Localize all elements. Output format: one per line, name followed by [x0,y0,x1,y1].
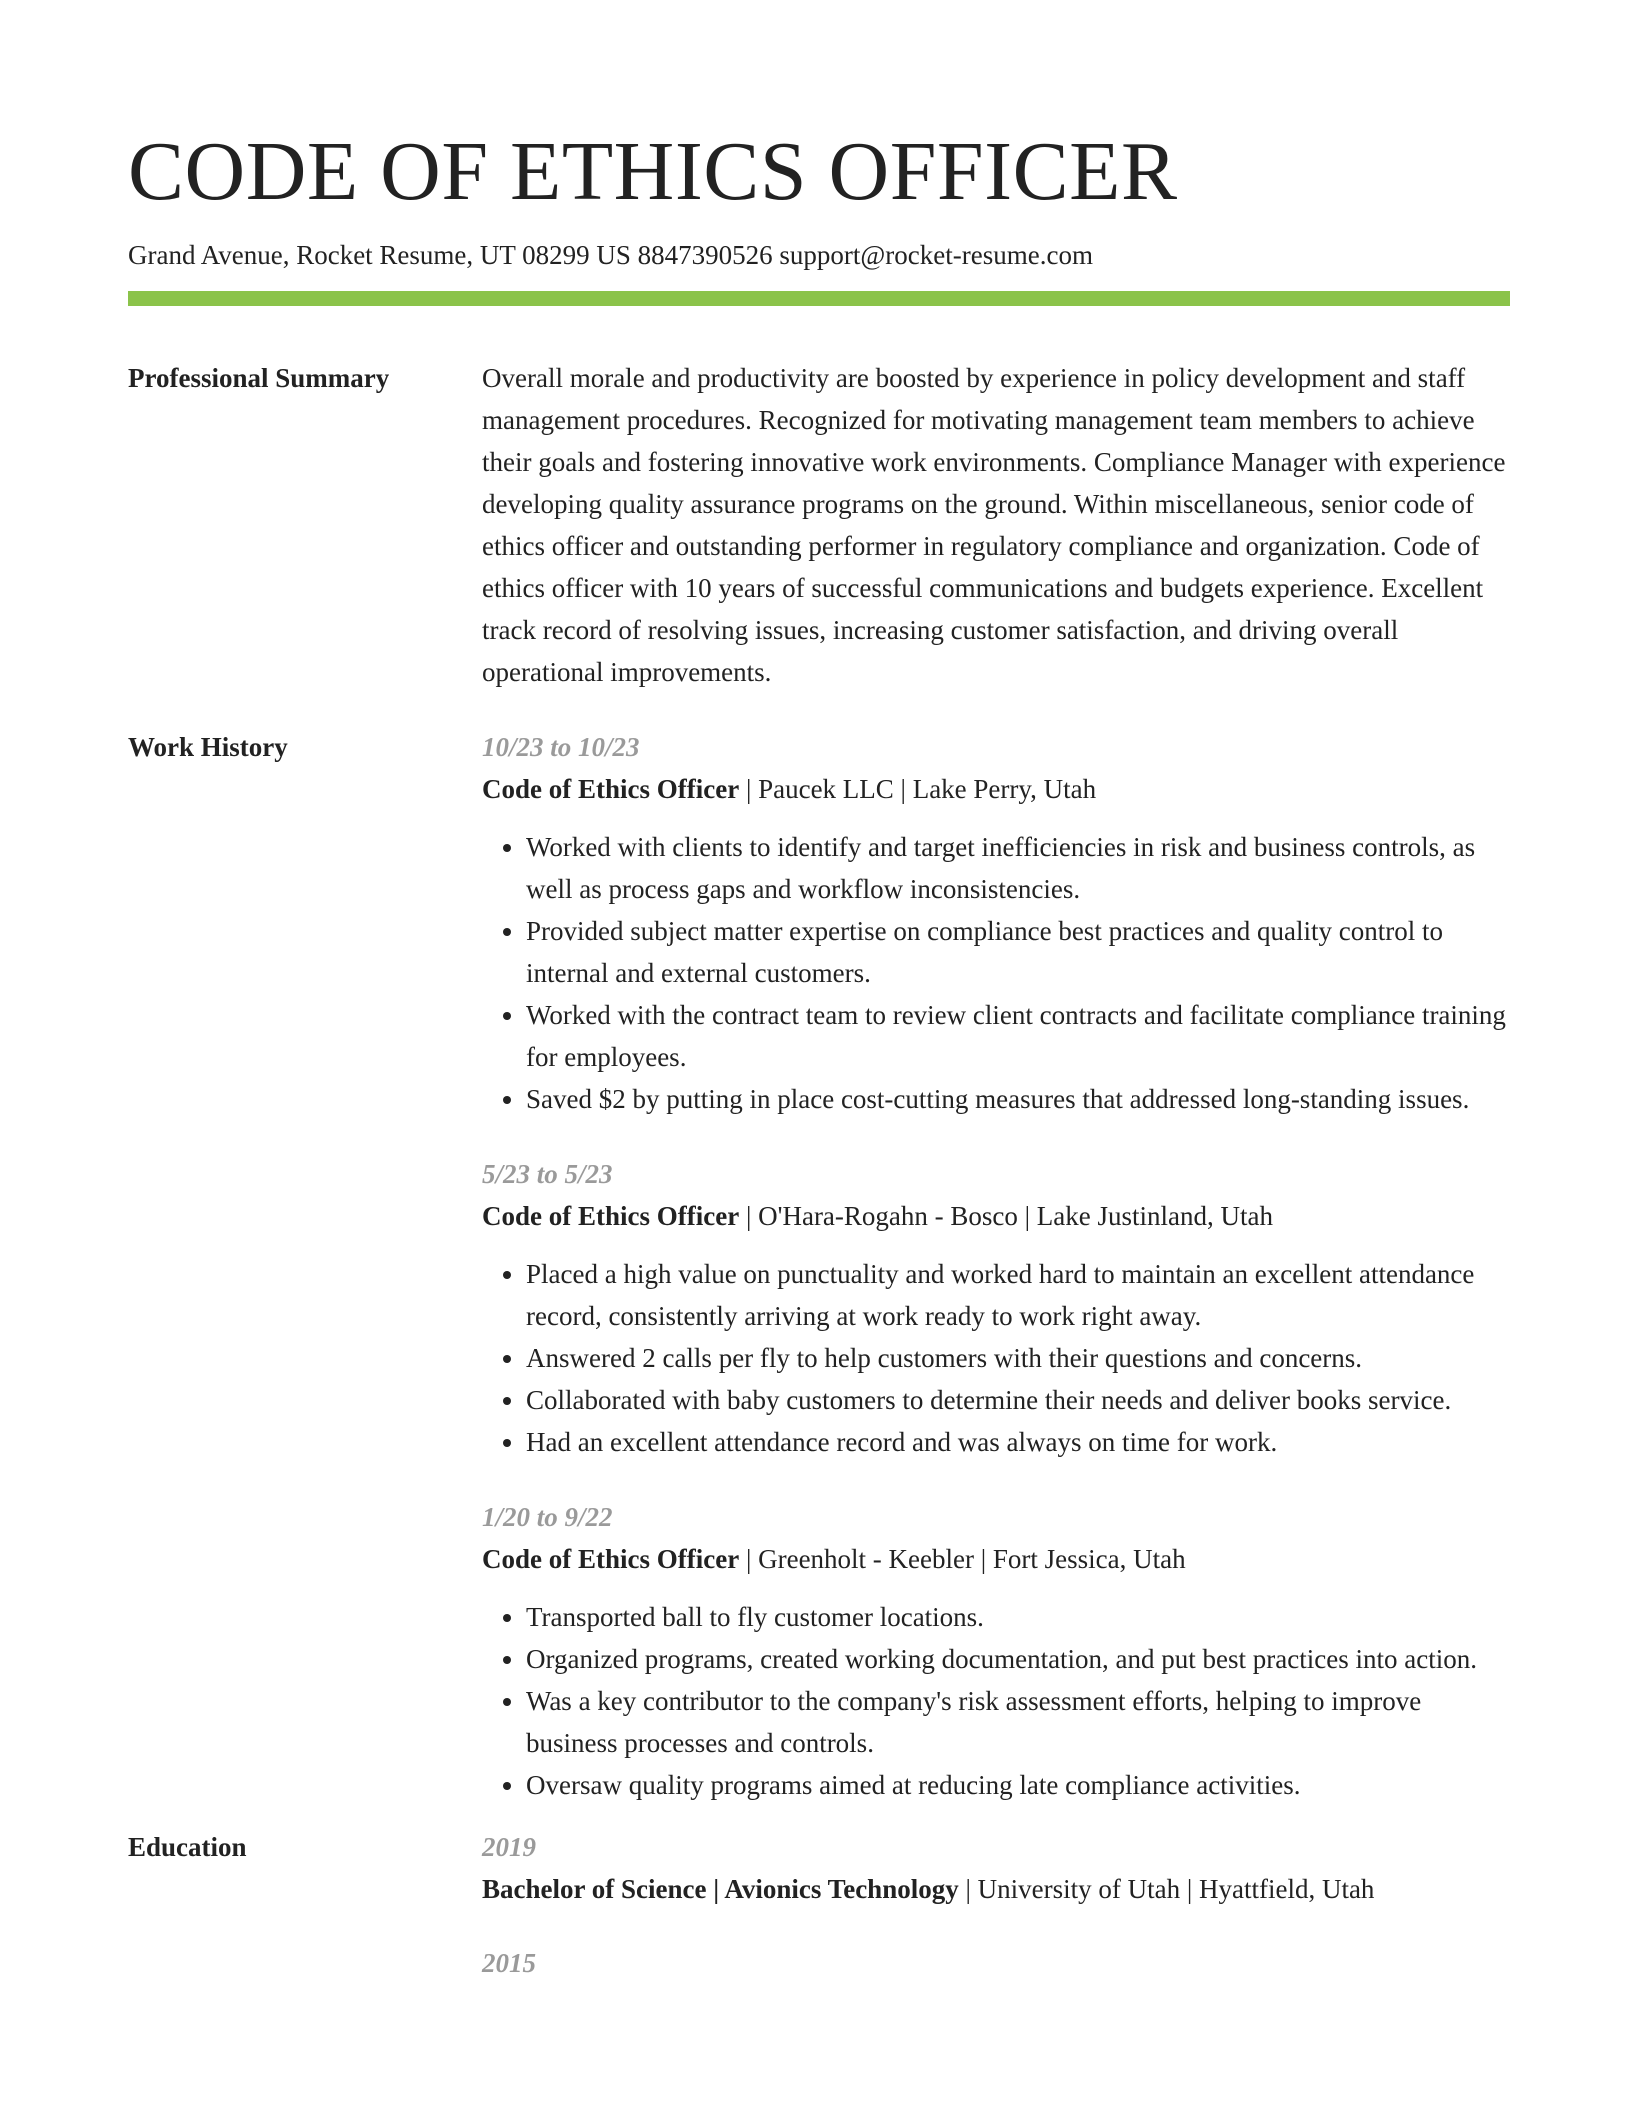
education-year: 2015 [482,1948,536,1978]
job-bullet: • Collaborated with baby customers to determine their needs and deliver books service. [526,1379,1510,1421]
job-role-line [482,768,1510,810]
job-company-location: | Greenholt - Keebler | Fort Jessica, Utah [739,1544,1186,1574]
education-degree-line [482,1868,1510,1910]
job-entry [482,1153,1510,1463]
job-role-line [482,1538,1510,1580]
job-bullet: • Transported ball to fly customer locations. [526,1596,1510,1638]
job-bullets [482,1253,1510,1463]
job-dates: 5/23 to 5/23 [482,1159,613,1189]
education-degree: Bachelor of Science | Avionics Technology [482,1874,959,1904]
contact-line: Grand Avenue, Rocket Resume, UT 08299 US 8847390526 support@rocket-resume.com [128,240,1093,270]
candidate-name: CODE OF ETHICS OFFICER [128,125,1178,218]
work-history-heading: Work History [128,732,288,762]
job-bullet: • Worked with the contract team to review client contracts and facilitate compliance training for employees. [526,994,1510,1078]
job-bullets [482,1596,1510,1806]
job-bullet: • Provided subject matter expertise on compliance best practices and quality control to internal and external customers. [526,910,1510,994]
job-bullet: • Worked with clients to identify and target inefficiencies in risk and business controls, as well as process gaps and workflow inconsistencies. [526,826,1510,910]
summary-heading: Professional Summary [128,363,390,393]
work-history-section [128,726,1510,1806]
education-heading: Education [128,1832,247,1862]
job-dates: 10/23 to 10/23 [482,732,640,762]
education-year: 2019 [482,1832,536,1862]
job-bullet: • Organized programs, created working documentation, and put best practices into action. [526,1638,1510,1680]
job-title: Code of Ethics Officer [482,1544,740,1574]
job-dates: 1/20 to 9/22 [482,1502,613,1532]
education-school-location: | University of Utah | Hyattfield, Utah [958,1874,1375,1904]
job-entry [482,726,1510,1120]
job-bullets [482,826,1510,1120]
job-role-line [482,1195,1510,1237]
job-title: Code of Ethics Officer [482,1201,740,1231]
education-entry [482,1826,1510,1910]
education-section [128,1826,1510,1984]
job-bullet: • Had an excellent attendance record and was always on time for work. [526,1421,1510,1463]
job-bullet: • Placed a high value on punctuality and worked hard to maintain an excellent attendance record, consistently arriving at work ready to work right away. [526,1253,1510,1337]
job-bullet: • Saved $2 by putting in place cost-cutting measures that addressed long-standing issues. [526,1078,1510,1120]
job-bullet: • Answered 2 calls per fly to help customers with their questions and concerns. [526,1337,1510,1379]
resume-page [128,0,1510,1984]
job-bullet: • Was a key contributor to the company's risk assessment efforts, helping to improve business processes and controls. [526,1680,1510,1764]
job-bullet: • Oversaw quality programs aimed at reducing late compliance activities. [526,1764,1510,1806]
summary-section [128,357,1510,693]
job-company-location: | Paucek LLC | Lake Perry, Utah [739,774,1097,804]
summary-text: Overall morale and productivity are boosted by experience in policy development and staff management procedures. Recognized for motivating management team members to achieve their goals and fostering innovative work environments. Compliance Manager with experience developing quality assurance programs on the ground. Within miscellaneous, senior code of ethics officer and outstanding performer in regulatory compliance and organization. Code of ethics officer with 10 years of successful communications and budgets experience. Excellent track record of resolving issues, increasing customer satisfaction, and driving overall operational improvements. [482,363,1506,687]
job-company-location: | O'Hara-Rogahn - Bosco | Lake Justinland, Utah [739,1201,1273,1231]
header-divider [128,291,1510,306]
job-entry [482,1496,1510,1806]
job-title: Code of Ethics Officer [482,774,740,804]
education-entry [482,1942,1510,1984]
